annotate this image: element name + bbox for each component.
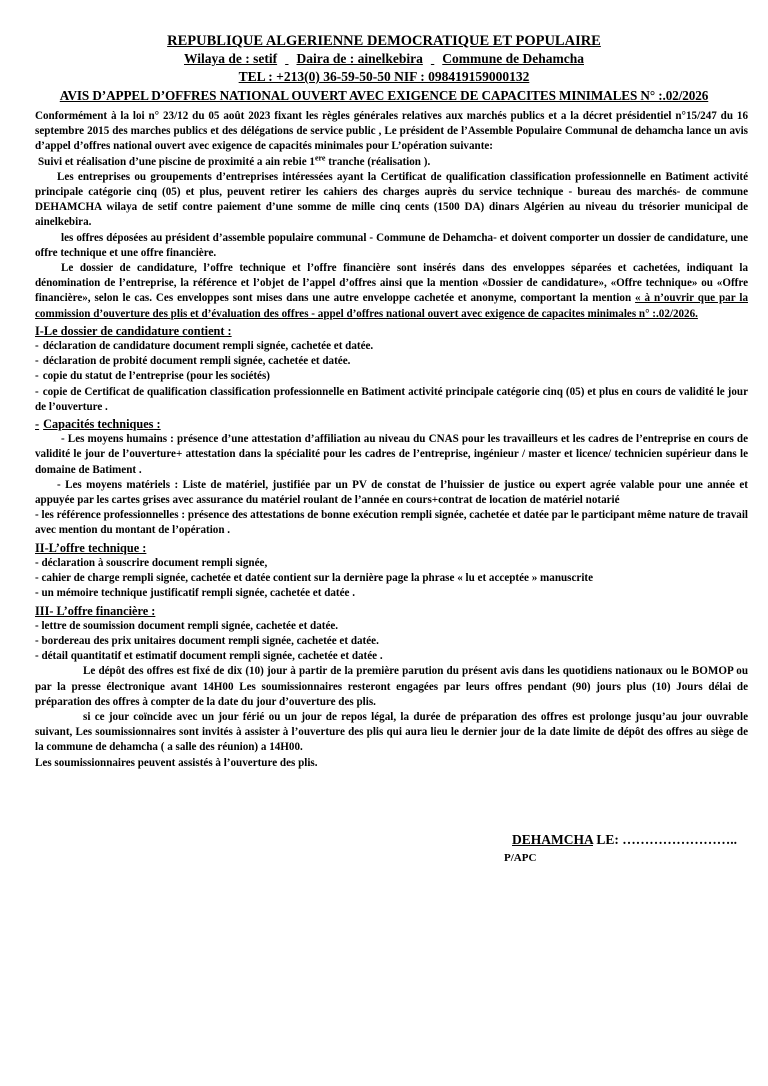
envelopes-mention: « à n’ouvrir que par la commission d’ouverture des plis et d’évaluation des offres - appel d’offres national ouvert avec exigence de capacites minimales n° :.02/2026. (35, 292, 748, 320)
signature-line (512, 832, 737, 848)
references-professionnelles: - les référence professionnelles : présence des attestations de bonne exécution rempli signée, cachetée et datée par le participant même nature de travail avec mention du montant de l’opération . (35, 509, 748, 537)
operation-text: Suivi et réalisation d’une piscine de proximité a ain rebie 1 (38, 155, 315, 168)
submission-paragraph: les offres déposées au président d’assemble populaire communal - Commune de Dehamcha- et doivent comporter un dossier de candidature, une offre technique et une offre financière. (35, 231, 748, 259)
list-item: - copie de Certificat de qualification classification professionnelle en Batiment activité principale catégorie cinq (05) et plus en cours de validité le jour de l’ouverture . (35, 385, 748, 413)
operation-sup: ere (314, 152, 326, 162)
section-candidature-title: I-Le dossier de candidature contient : (35, 323, 232, 338)
notice-title: AVIS D’APPEL D’OFFRES NATIONAL OUVERT AVEC EXIGENCE DE CAPACITES MINIMALES N° :.02/2026 (59, 88, 709, 103)
eligibility-paragraph: Les entreprises ou groupements d’entreprises intéressées ayant la Certificat de qualification classification professionnelle en Batiment activité principale catégorie cinq (05) et plus, peuvent retirer les cahiers des charges auprès du service technique - bureau des marchés- de commune DEHAMCHA wilaya de setif contre paiement d’une somme de mille cinq cents (1500 DA) dinars Algérien au niveau du trésorier municipal de ainelkebira. (35, 170, 748, 229)
daira-label: Daira de : ainelkebira (296, 51, 423, 66)
list-item: - bordereau des prix unitaires document rempli signée, cachetée et datée. (35, 634, 379, 647)
envelopes-text: Le dossier de candidature, l’offre technique et l’offre financière sont insérés dans des enveloppes séparées et cachetées, indiquant la dénomination de l’entreprise, la référence et l’objet de l’appel d’offres ainsi que la mention «Dossier de candidature», «Offre technique» ou «Offre financière», selon le cas. Ces enveloppes sont mises dans une autre enveloppe cachetée et anonyme, comportant la mention (35, 262, 748, 305)
administrative-line (0, 51, 768, 67)
list-item: - lettre de soumission document rempli signée, cachetée et datée. (35, 619, 339, 632)
list-item: - détail quantitatif et estimatif document rempli signée, cachetée et datée . (35, 650, 383, 663)
republic-heading: REPUBLIQUE ALGERIENNE DEMOCRATIQUE ET POPULAIRE (167, 33, 601, 49)
list-item: - déclaration de candidature document rempli signée, cachetée et datée. (35, 340, 374, 353)
signature-office: P/APC (504, 852, 537, 864)
moyens-materiels: - Les moyens matériels : Liste de matériel, justifiée par un PV de constat de l’huissier de justice ou expert agrée valable pour une année et appuyée par les cartes grises avec assurance du matériel roulant de l’année en cours+contrat de location de matériel notarié (35, 478, 748, 507)
capacites-title: - Capacités techniques : (35, 417, 161, 432)
operation-nature: (réalisation ). (364, 155, 431, 168)
envelopes-paragraph (35, 261, 748, 322)
holiday-paragraph: si ce jour coïncide avec un jour férié ou un jour de repos légal, la durée de préparation des offres est prolonge jusqu’au jour ouvrable suivant, Les soumissionnaires sont invités à assister à l’ouverture des plis qui aura lieu le dernier jour de la date limite de dépôt des offres au siège de la commune de dehamcha ( a salle des réunion) a 14H00. (35, 710, 748, 754)
deadline-paragraph: Le dépôt des offres est fixé de dix (10) jour à partir de la première parution du présent avis dans les quotidiens nationaux ou le BOMOP ou par la presse électronique avant 14H00 Les soumissionnaires resteront engagées par leurs offres pendant (90) jours plus (10) Jours délai de préparation des offres à compter de la date du jour d’ouverture des plis. (35, 665, 748, 708)
operation-line (35, 152, 748, 170)
contact-line: TEL : +213(0) 36-59-50-50 NIF : 098419159000132 (238, 69, 530, 84)
list-item: - déclaration à souscrire document rempli signée, (35, 556, 268, 569)
list-item: - déclaration de probité document rempli signée, cachetée et datée. (35, 355, 351, 368)
list-item: - cahier de charge rempli signée, cachetée et datée contient sur la dernière page la phrase « lu et acceptée » manuscrite (35, 572, 594, 585)
commune-label: Commune de Dehamcha (442, 51, 584, 66)
moyens-humains: - Les moyens humains : présence d’une attestation d’affiliation au niveau du CNAS pour les travailleurs et les cadres de l’entreprise en cours de validité le jour de l’ouverture+ attestation dans la spécialité pour les cadres de l’entreprise, ingénieur / master et licence/ technicien supérieur dans le domaine de Batiment . (35, 433, 748, 476)
operation-tranche: tranche (325, 155, 365, 168)
list-item: - copie du statut de l’entreprise (pour les sociétés) (35, 370, 270, 383)
list-item: - un mémoire technique justificatif rempli signée, cachetée et datée . (35, 587, 355, 600)
section-financiere-title: III- L’offre financière : (35, 603, 156, 618)
wilaya-label: Wilaya de : setif (184, 51, 278, 66)
notice-body (35, 109, 748, 771)
signature-date: LE: …………………….. (593, 832, 738, 847)
signature-place: DEHAMCHA (512, 832, 593, 847)
section-technique-title: II-L’offre technique : (35, 540, 147, 555)
intro-paragraph: Conformément à la loi n° 23/12 du 05 août 2023 fixant les règles générales relatives aux marchés publics et a la décret présidentiel n°15/247 du 16 septembre 2015 des marches publics et des délégations de service public , Le président de l’Assemble Populaire Communal de dehamcha lance un avis d’appel d’offres national ouvert avec exigence de capacités minimales pour L’opération suivante: (35, 110, 748, 153)
attendance-paragraph: Les soumissionnaires peuvent assistés à l’ouverture des plis. (35, 756, 318, 769)
